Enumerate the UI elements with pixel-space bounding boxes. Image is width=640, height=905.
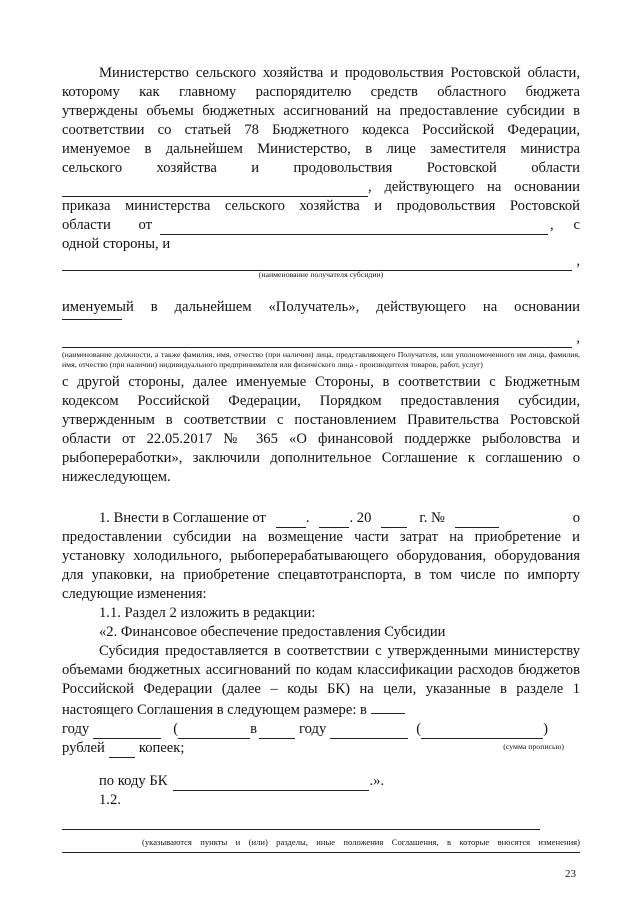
representative-caption: (наименование должности, а также фамилия, имя, отчество (при наличии) лица, представляющего Получателя, или уполномоченного им лица, фамилия, имя, отчество (при наличии) индивидуального предпринимателя или физического лица - производителя товаров, работ, услуг) bbox=[62, 350, 580, 369]
intro-line-8: приказа министерства сельского хозяйства и продовольствия Ростовской bbox=[62, 198, 580, 214]
intro-line-2: которому как главному распорядителю средств областного бюджета bbox=[62, 84, 580, 100]
document-page bbox=[62, 64, 580, 853]
amount-words-blank-2[interactable] bbox=[421, 724, 543, 739]
intro-line-5: именуемое в дальнейшем Министерство, в лице заместителя министра bbox=[62, 141, 580, 157]
sum-words-caption: (сумма прописью) bbox=[503, 742, 564, 751]
intro-line-3: утверждены объемы бюджетных ассигнований на предоставление субсидии в bbox=[62, 103, 580, 119]
recipient-name-line: , bbox=[62, 254, 580, 271]
clause-1-2: 1.2. bbox=[99, 792, 121, 808]
intro-line-7: , действующего на основании bbox=[62, 178, 580, 197]
basis-blank[interactable] bbox=[62, 319, 122, 320]
intro-line-4: соответствии со статьей 78 Бюджетного кодекса Российской Федерации, bbox=[62, 122, 580, 138]
order-date-blank[interactable] bbox=[160, 220, 548, 235]
clause-1-text: предоставлении субсидии на возмещение части затрат на приобретение и установку холодильного, рыбоперерабатывающего оборудования, оборудования для упаковки, на приобретение спецавтотранспорта, в том числе по импорту следующие изменения: bbox=[62, 529, 580, 602]
amount-words-blank-1[interactable] bbox=[178, 724, 250, 739]
kbk-blank[interactable] bbox=[173, 776, 369, 791]
agreement-number-blank[interactable] bbox=[455, 513, 499, 528]
intro-line-1: Министерство сельского хозяйства и продовольствия Ростовской области, bbox=[99, 65, 580, 81]
intro-line-9: области от , с bbox=[62, 217, 580, 233]
page-number: 23 bbox=[565, 868, 576, 880]
clause-1-1: 1.1. Раздел 2 изложить в редакции: bbox=[99, 605, 316, 621]
recipient-named-line: именуемый в дальнейшем «Получатель», действующего на основании bbox=[62, 299, 580, 315]
other-side-paragraph: с другой стороны, далее именуемые Стороны, в соответствии с Бюджетным кодексом Российской Федерации, Порядком предоставления субсидии, утвержденным в соответствии с постановлением Правительства Ростовской области от 22.05.2017 № 365 «О финансовой поддержке рыболовства и рыбопереработки», заключили дополнительное Соглашение к соглашению о нижеследующем. bbox=[62, 374, 580, 485]
items-blank-2[interactable] bbox=[62, 852, 580, 853]
amount-line: году ( в году ( ) bbox=[62, 721, 548, 737]
agreement-year-blank[interactable] bbox=[381, 513, 407, 528]
kbk-line: по коду БК .». bbox=[99, 773, 385, 789]
representative-line: , bbox=[62, 336, 580, 348]
year-blank-1[interactable] bbox=[371, 699, 405, 714]
amount-blank-2[interactable] bbox=[330, 724, 408, 739]
deputy-name-blank[interactable] bbox=[62, 182, 368, 197]
kopecks-blank[interactable] bbox=[109, 743, 135, 758]
rubles-line: рублей копеек; (сумма прописью) bbox=[62, 740, 564, 756]
recipient-caption: (наименование получателя субсидии) bbox=[258, 270, 384, 279]
items-blank[interactable] bbox=[62, 829, 540, 830]
agreement-month-blank[interactable] bbox=[319, 513, 349, 528]
intro-line-10: одной стороны, и bbox=[62, 236, 171, 252]
section-2-text: Субсидия предоставляется в соответствии с утвержденными министерству объемами бюджетных ассигнований по кодам классификации расходов бюджетов Российской Федерации (далее – коды БК) на цели, указанные в разделе 1 настоящего Соглашения в следующем размере: в bbox=[62, 643, 580, 718]
year-blank-2[interactable] bbox=[259, 724, 295, 739]
amount-blank-1[interactable] bbox=[93, 724, 161, 739]
representative-blank[interactable] bbox=[62, 347, 572, 348]
clause-1-first-line: 1. Внести в Соглашение от . . 20 г. № о bbox=[99, 510, 580, 526]
items-caption: (указываются пункты и (или) разделы, иные положения Соглашения, в которые вносятся изменения) bbox=[142, 837, 580, 847]
intro-line-6: сельского хозяйства и продовольствия Ростовской области bbox=[62, 160, 580, 176]
section-2-title: «2. Финансовое обеспечение предоставления Субсидии bbox=[99, 624, 446, 640]
agreement-day-blank[interactable] bbox=[276, 513, 306, 528]
